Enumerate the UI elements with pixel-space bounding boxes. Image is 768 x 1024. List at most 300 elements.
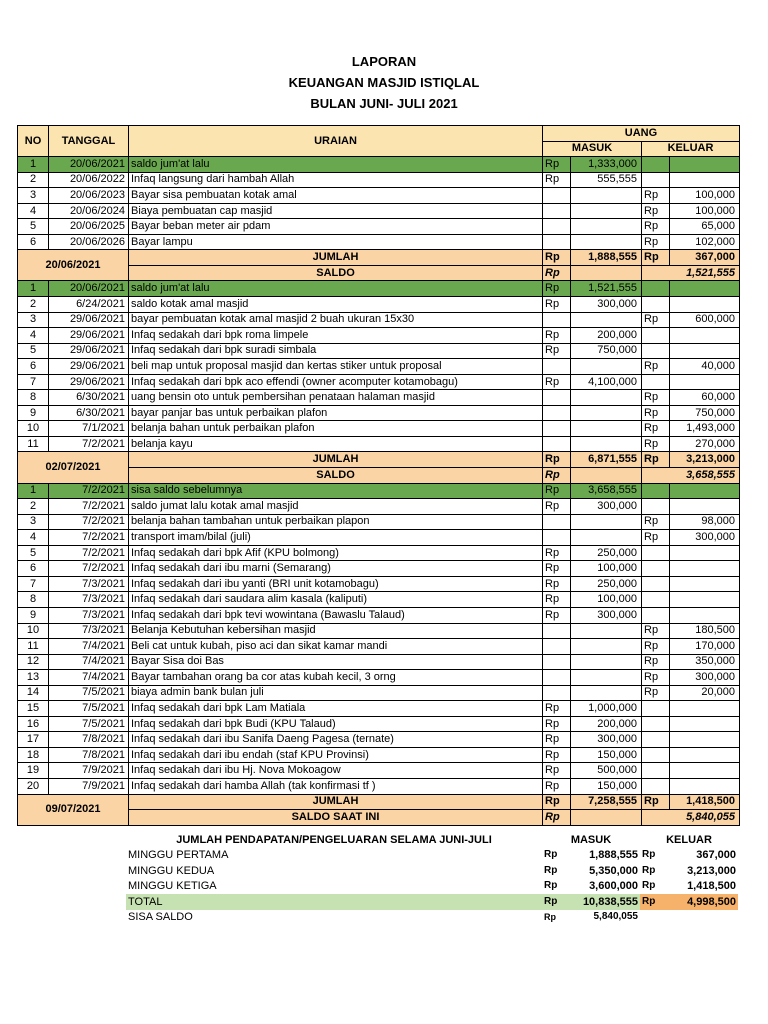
row-in-amount: 300,000 bbox=[571, 499, 642, 515]
row-out-currency: Rp bbox=[642, 530, 670, 546]
table-row bbox=[18, 701, 740, 717]
table-row bbox=[18, 716, 740, 732]
row-date: 7/5/2021 bbox=[49, 701, 129, 717]
row-description: Infaq sedakah dari ibu marni (Semarang) bbox=[129, 561, 543, 577]
table-row bbox=[18, 374, 740, 390]
row-description: Infaq sedakah dari bpk roma limpele bbox=[129, 328, 543, 344]
week-summary-date: 02/07/2021 bbox=[18, 452, 129, 483]
table-row bbox=[18, 592, 740, 608]
row-number: 4 bbox=[18, 328, 49, 344]
row-description: Bayar lampu bbox=[129, 234, 543, 250]
jumlah-in-currency: Rp bbox=[543, 250, 571, 266]
row-in-amount: 100,000 bbox=[571, 561, 642, 577]
total-out-amount: 4,998,500 bbox=[666, 894, 738, 910]
row-out-currency bbox=[642, 343, 670, 359]
row-out-amount bbox=[670, 545, 740, 561]
row-in-currency: Rp bbox=[543, 157, 571, 173]
week-summary-date: 09/07/2021 bbox=[18, 794, 129, 825]
row-in-amount bbox=[571, 530, 642, 546]
row-in-currency bbox=[543, 530, 571, 546]
row-date: 6/30/2021 bbox=[49, 390, 129, 406]
table-row bbox=[18, 732, 740, 748]
jumlah-row bbox=[18, 250, 740, 266]
row-in-currency: Rp bbox=[543, 561, 571, 577]
row-out-currency bbox=[642, 576, 670, 592]
row-in-amount bbox=[571, 421, 642, 437]
row-out-amount: 40,000 bbox=[670, 359, 740, 375]
row-number: 9 bbox=[18, 607, 49, 623]
table-row bbox=[18, 436, 740, 452]
row-in-amount: 300,000 bbox=[571, 607, 642, 623]
row-number: 11 bbox=[18, 436, 49, 452]
row-date: 6/24/2021 bbox=[49, 297, 129, 313]
row-out-currency bbox=[642, 592, 670, 608]
row-number: 3 bbox=[18, 188, 49, 204]
row-in-currency bbox=[543, 312, 571, 328]
row-in-amount bbox=[571, 514, 642, 530]
table-row bbox=[18, 763, 740, 779]
summary-in-currency: Rp bbox=[544, 849, 558, 861]
row-out-currency: Rp bbox=[642, 670, 670, 686]
jumlah-in-currency: Rp bbox=[543, 452, 571, 468]
table-row bbox=[18, 297, 740, 313]
table-row bbox=[18, 499, 740, 515]
row-number: 12 bbox=[18, 654, 49, 670]
row-in-amount bbox=[571, 405, 642, 421]
row-number: 9 bbox=[18, 405, 49, 421]
table-row bbox=[18, 561, 740, 577]
row-date: 29/06/2021 bbox=[49, 312, 129, 328]
row-description: Infaq sedakah dari bpk Lam Matiala bbox=[129, 701, 543, 717]
row-in-currency bbox=[543, 639, 571, 655]
table-row bbox=[18, 281, 740, 297]
row-in-amount: 250,000 bbox=[571, 545, 642, 561]
row-description: Biaya pembuatan cap masjid bbox=[129, 203, 543, 219]
saldo-currency: Rp bbox=[543, 265, 571, 281]
row-number: 3 bbox=[18, 514, 49, 530]
table-row bbox=[18, 219, 740, 235]
row-number: 5 bbox=[18, 343, 49, 359]
jumlah-in-amount: 1,888,555 bbox=[571, 250, 642, 266]
row-out-amount bbox=[670, 483, 740, 499]
row-out-amount: 100,000 bbox=[670, 188, 740, 204]
col-uraian-header: URAIAN bbox=[129, 126, 543, 157]
row-in-amount: 300,000 bbox=[571, 297, 642, 313]
row-out-currency bbox=[642, 607, 670, 623]
row-number: 15 bbox=[18, 701, 49, 717]
row-in-amount bbox=[571, 390, 642, 406]
row-out-currency bbox=[642, 297, 670, 313]
row-out-amount bbox=[670, 328, 740, 344]
row-out-currency: Rp bbox=[642, 390, 670, 406]
row-date: 20/06/2025 bbox=[49, 219, 129, 235]
row-in-currency: Rp bbox=[543, 281, 571, 297]
row-in-currency bbox=[543, 219, 571, 235]
row-description: beli map untuk proposal masjid dan kertas stiker untuk proposal bbox=[129, 359, 543, 375]
table-row bbox=[18, 172, 740, 188]
row-out-amount: 65,000 bbox=[670, 219, 740, 235]
row-number: 1 bbox=[18, 157, 49, 173]
row-in-currency bbox=[543, 390, 571, 406]
row-in-currency bbox=[543, 654, 571, 670]
row-out-amount bbox=[670, 343, 740, 359]
row-date: 7/9/2021 bbox=[49, 763, 129, 779]
row-out-currency bbox=[642, 281, 670, 297]
total-label: TOTAL bbox=[126, 894, 542, 910]
row-number: 5 bbox=[18, 545, 49, 561]
table-row bbox=[18, 639, 740, 655]
row-in-amount bbox=[571, 670, 642, 686]
table-row bbox=[18, 390, 740, 406]
jumlah-out-currency: Rp bbox=[642, 250, 670, 266]
row-date: 7/2/2021 bbox=[49, 545, 129, 561]
row-date: 29/06/2021 bbox=[49, 328, 129, 344]
saldo-spacer bbox=[571, 810, 642, 826]
row-date: 20/06/2022 bbox=[49, 172, 129, 188]
row-out-amount bbox=[670, 701, 740, 717]
row-in-currency: Rp bbox=[543, 732, 571, 748]
table-row bbox=[18, 545, 740, 561]
summary-sisa-row bbox=[126, 910, 738, 926]
row-number: 10 bbox=[18, 421, 49, 437]
row-description: biaya admin bank bulan juli bbox=[129, 685, 543, 701]
jumlah-out-amount: 1,418,500 bbox=[670, 794, 740, 810]
row-in-currency: Rp bbox=[543, 747, 571, 763]
row-out-amount: 270,000 bbox=[670, 436, 740, 452]
row-in-amount: 3,658,555 bbox=[571, 483, 642, 499]
row-date: 7/5/2021 bbox=[49, 685, 129, 701]
row-out-currency: Rp bbox=[642, 312, 670, 328]
jumlah-row bbox=[18, 794, 740, 810]
row-number: 19 bbox=[18, 763, 49, 779]
row-in-currency bbox=[543, 188, 571, 204]
row-out-amount bbox=[670, 297, 740, 313]
row-date: 7/3/2021 bbox=[49, 576, 129, 592]
row-number: 2 bbox=[18, 297, 49, 313]
row-in-currency bbox=[543, 514, 571, 530]
row-number: 7 bbox=[18, 374, 49, 390]
saldo-currency: Rp bbox=[543, 810, 571, 826]
row-out-amount: 60,000 bbox=[670, 390, 740, 406]
jumlah-label: JUMLAH bbox=[129, 250, 543, 266]
table-row bbox=[18, 778, 740, 794]
row-in-amount: 150,000 bbox=[571, 747, 642, 763]
row-out-amount: 180,500 bbox=[670, 623, 740, 639]
row-date: 7/2/2021 bbox=[49, 499, 129, 515]
row-number: 2 bbox=[18, 172, 49, 188]
summary-row bbox=[126, 863, 738, 879]
row-number: 13 bbox=[18, 670, 49, 686]
row-in-amount bbox=[571, 188, 642, 204]
row-in-amount: 750,000 bbox=[571, 343, 642, 359]
row-description: Infaq sedakah dari ibu Sanifa Daeng Pagesa (ternate) bbox=[129, 732, 543, 748]
row-out-currency: Rp bbox=[642, 203, 670, 219]
jumlah-row bbox=[18, 452, 740, 468]
table-row bbox=[18, 685, 740, 701]
row-out-amount: 170,000 bbox=[670, 639, 740, 655]
row-number: 20 bbox=[18, 778, 49, 794]
row-in-amount: 200,000 bbox=[571, 716, 642, 732]
row-number: 4 bbox=[18, 530, 49, 546]
saldo-amount: 1,521,555 bbox=[642, 265, 740, 281]
row-date: 7/2/2021 bbox=[49, 530, 129, 546]
row-in-currency: Rp bbox=[543, 576, 571, 592]
table-row bbox=[18, 623, 740, 639]
row-out-currency: Rp bbox=[642, 436, 670, 452]
table-row bbox=[18, 188, 740, 204]
row-out-amount: 98,000 bbox=[670, 514, 740, 530]
row-out-amount: 750,000 bbox=[670, 405, 740, 421]
row-number: 4 bbox=[18, 203, 49, 219]
row-out-currency bbox=[642, 499, 670, 515]
row-in-amount bbox=[571, 234, 642, 250]
row-description: bayar pembuatan kotak amal masjid 2 buah ukuran 15x30 bbox=[129, 312, 543, 328]
row-in-currency: Rp bbox=[543, 607, 571, 623]
jumlah-out-currency: Rp bbox=[642, 452, 670, 468]
sisa-currency: Rp bbox=[544, 912, 556, 923]
summary-table bbox=[126, 832, 738, 925]
row-in-amount: 555,555 bbox=[571, 172, 642, 188]
row-in-amount: 1,521,555 bbox=[571, 281, 642, 297]
row-out-amount: 300,000 bbox=[670, 530, 740, 546]
saldo-label: SALDO bbox=[129, 468, 543, 484]
row-description: belanja bahan untuk perbaikan plafon bbox=[129, 421, 543, 437]
jumlah-label: JUMLAH bbox=[129, 452, 543, 468]
row-number: 3 bbox=[18, 312, 49, 328]
row-out-currency bbox=[642, 328, 670, 344]
row-date: 20/06/2024 bbox=[49, 203, 129, 219]
row-date: 7/1/2021 bbox=[49, 421, 129, 437]
row-description: Infaq sedakah dari bpk suradi simbala bbox=[129, 343, 543, 359]
summary-label: MINGGU KETIGA bbox=[128, 880, 217, 893]
saldo-label: SALDO bbox=[129, 265, 543, 281]
row-number: 8 bbox=[18, 592, 49, 608]
col-keluar-header: KELUAR bbox=[642, 141, 740, 157]
row-out-currency: Rp bbox=[642, 219, 670, 235]
row-description: Infaq sedakah dari ibu yanti (BRI unit kotamobagu) bbox=[129, 576, 543, 592]
table-row bbox=[18, 654, 740, 670]
row-in-currency bbox=[543, 405, 571, 421]
row-out-amount: 300,000 bbox=[670, 670, 740, 686]
row-number: 11 bbox=[18, 639, 49, 655]
row-date: 7/3/2021 bbox=[49, 607, 129, 623]
row-out-amount: 600,000 bbox=[670, 312, 740, 328]
row-out-currency: Rp bbox=[642, 188, 670, 204]
row-number: 17 bbox=[18, 732, 49, 748]
row-in-amount bbox=[571, 203, 642, 219]
row-date: 20/06/2026 bbox=[49, 234, 129, 250]
row-in-currency: Rp bbox=[543, 483, 571, 499]
summary-out-currency: Rp bbox=[642, 880, 656, 892]
row-in-amount bbox=[571, 639, 642, 655]
row-in-amount: 500,000 bbox=[571, 763, 642, 779]
saldo-spacer bbox=[571, 468, 642, 484]
row-in-amount bbox=[571, 359, 642, 375]
summary-keluar-header: KELUAR bbox=[666, 833, 712, 846]
row-date: 7/4/2021 bbox=[49, 670, 129, 686]
row-out-currency bbox=[642, 763, 670, 779]
row-out-currency bbox=[642, 732, 670, 748]
row-out-currency: Rp bbox=[642, 623, 670, 639]
row-out-amount bbox=[670, 763, 740, 779]
table-row bbox=[18, 607, 740, 623]
row-date: 7/2/2021 bbox=[49, 436, 129, 452]
row-number: 10 bbox=[18, 623, 49, 639]
row-description: saldo jum'at lalu bbox=[129, 157, 543, 173]
table-row bbox=[18, 405, 740, 421]
row-out-currency bbox=[642, 545, 670, 561]
row-number: 1 bbox=[18, 483, 49, 499]
table-row bbox=[18, 670, 740, 686]
row-out-currency bbox=[642, 701, 670, 717]
row-in-currency: Rp bbox=[543, 343, 571, 359]
summary-out-currency: Rp bbox=[642, 864, 656, 876]
summary-in-currency: Rp bbox=[544, 864, 558, 876]
row-in-currency bbox=[543, 685, 571, 701]
row-number: 18 bbox=[18, 747, 49, 763]
row-in-currency: Rp bbox=[543, 328, 571, 344]
row-in-amount: 150,000 bbox=[571, 778, 642, 794]
row-in-currency bbox=[543, 436, 571, 452]
table-row bbox=[18, 359, 740, 375]
summary-label: MINGGU KEDUA bbox=[128, 864, 215, 877]
summary-out-amount: 1,418,500 bbox=[687, 880, 736, 893]
summary-row bbox=[126, 848, 738, 864]
sisa-spacer bbox=[640, 910, 666, 926]
summary-title: JUMLAH PENDAPATAN/PENGELUARAN SELAMA JUNI-JULI bbox=[176, 833, 492, 846]
summary-out-currency: Rp bbox=[642, 849, 656, 861]
row-number: 5 bbox=[18, 219, 49, 235]
row-in-amount bbox=[571, 312, 642, 328]
row-in-currency: Rp bbox=[543, 499, 571, 515]
row-description: sisa saldo sebelumnya bbox=[129, 483, 543, 499]
row-description: Infaq sedakah dari bpk Budi (KPU Talaud) bbox=[129, 716, 543, 732]
row-in-currency: Rp bbox=[543, 778, 571, 794]
jumlah-out-amount: 367,000 bbox=[670, 250, 740, 266]
row-out-currency: Rp bbox=[642, 654, 670, 670]
row-description: saldo jumat lalu kotak amal masjid bbox=[129, 499, 543, 515]
row-out-amount: 20,000 bbox=[670, 685, 740, 701]
saldo-amount: 3,658,555 bbox=[642, 468, 740, 484]
row-out-amount bbox=[670, 747, 740, 763]
row-date: 20/06/2023 bbox=[49, 188, 129, 204]
row-in-currency bbox=[543, 203, 571, 219]
row-date: 7/3/2021 bbox=[49, 623, 129, 639]
summary-masuk-header: MASUK bbox=[570, 833, 612, 846]
row-date: 20/06/2021 bbox=[49, 281, 129, 297]
row-out-currency bbox=[642, 716, 670, 732]
row-in-currency: Rp bbox=[543, 374, 571, 390]
table-row bbox=[18, 576, 740, 592]
summary-in-amount: 3,600,000 bbox=[589, 880, 638, 893]
row-in-currency: Rp bbox=[543, 716, 571, 732]
row-description: Infaq sedakah dari bpk tevi wowintana (Bawaslu Talaud) bbox=[129, 607, 543, 623]
report-period: BULAN JUNI- JULI 2021 bbox=[310, 96, 458, 111]
saldo-amount: 5,840,055 bbox=[642, 810, 740, 826]
summary-row bbox=[126, 879, 738, 895]
row-in-currency: Rp bbox=[543, 545, 571, 561]
row-date: 7/2/2021 bbox=[49, 483, 129, 499]
row-out-amount bbox=[670, 576, 740, 592]
summary-total-row bbox=[126, 894, 738, 910]
summary-in-amount: 5,350,000 bbox=[589, 864, 638, 877]
row-in-currency bbox=[543, 421, 571, 437]
row-number: 16 bbox=[18, 716, 49, 732]
row-description: saldo jum'at lalu bbox=[129, 281, 543, 297]
jumlah-label: JUMLAH bbox=[129, 794, 543, 810]
row-in-amount: 1,000,000 bbox=[571, 701, 642, 717]
row-description: Infaq sedakah dari ibu Hj. Nova Mokoagow bbox=[129, 763, 543, 779]
table-row bbox=[18, 421, 740, 437]
total-in-amount: 10,838,555 bbox=[568, 894, 640, 910]
row-description: Infaq sedakah dari bpk Afif (KPU bolmong) bbox=[129, 545, 543, 561]
row-description: Belanja Kebutuhan kebersihan masjid bbox=[129, 623, 543, 639]
table-row bbox=[18, 157, 740, 173]
summary-out-amount: 3,213,000 bbox=[687, 864, 736, 877]
table-row bbox=[18, 514, 740, 530]
row-in-currency bbox=[543, 359, 571, 375]
row-out-amount: 100,000 bbox=[670, 203, 740, 219]
row-out-currency: Rp bbox=[642, 359, 670, 375]
row-in-currency bbox=[543, 670, 571, 686]
row-out-amount bbox=[670, 592, 740, 608]
table-row bbox=[18, 234, 740, 250]
row-number: 14 bbox=[18, 685, 49, 701]
row-in-currency bbox=[543, 623, 571, 639]
row-out-currency bbox=[642, 172, 670, 188]
row-number: 6 bbox=[18, 359, 49, 375]
row-out-currency bbox=[642, 747, 670, 763]
report-title: LAPORAN bbox=[351, 54, 417, 69]
jumlah-in-amount: 7,258,555 bbox=[571, 794, 642, 810]
row-in-amount bbox=[571, 436, 642, 452]
row-in-currency bbox=[543, 234, 571, 250]
row-in-amount: 250,000 bbox=[571, 576, 642, 592]
saldo-currency: Rp bbox=[543, 468, 571, 484]
row-description: bayar panjar bas untuk perbaikan plafon bbox=[129, 405, 543, 421]
row-in-currency: Rp bbox=[543, 172, 571, 188]
row-out-amount bbox=[670, 716, 740, 732]
row-out-amount bbox=[670, 732, 740, 748]
finance-table bbox=[17, 125, 740, 826]
row-description: Bayar tambahan orang ba cor atas kubah kecil, 3 orng bbox=[129, 670, 543, 686]
row-description: Bayar sisa pembuatan kotak amal bbox=[129, 188, 543, 204]
row-number: 1 bbox=[18, 281, 49, 297]
summary-label: MINGGU PERTAMA bbox=[128, 849, 229, 862]
table-row bbox=[18, 343, 740, 359]
row-number: 6 bbox=[18, 561, 49, 577]
row-date: 6/30/2021 bbox=[49, 405, 129, 421]
row-date: 7/3/2021 bbox=[49, 592, 129, 608]
total-out-currency: Rp bbox=[640, 894, 666, 910]
row-out-currency: Rp bbox=[642, 405, 670, 421]
row-out-currency: Rp bbox=[642, 639, 670, 655]
row-in-amount bbox=[571, 654, 642, 670]
row-in-amount: 1,333,000 bbox=[571, 157, 642, 173]
row-date: 29/06/2021 bbox=[49, 343, 129, 359]
row-in-amount bbox=[571, 623, 642, 639]
row-number: 6 bbox=[18, 234, 49, 250]
table-row bbox=[18, 328, 740, 344]
jumlah-in-currency: Rp bbox=[543, 794, 571, 810]
table-row bbox=[18, 312, 740, 328]
row-date: 7/4/2021 bbox=[49, 639, 129, 655]
saldo-label: SALDO SAAT INI bbox=[129, 810, 543, 826]
row-out-amount: 102,000 bbox=[670, 234, 740, 250]
row-date: 7/5/2021 bbox=[49, 716, 129, 732]
week-summary-date: 20/06/2021 bbox=[18, 250, 129, 281]
sisa-spacer bbox=[666, 910, 738, 926]
